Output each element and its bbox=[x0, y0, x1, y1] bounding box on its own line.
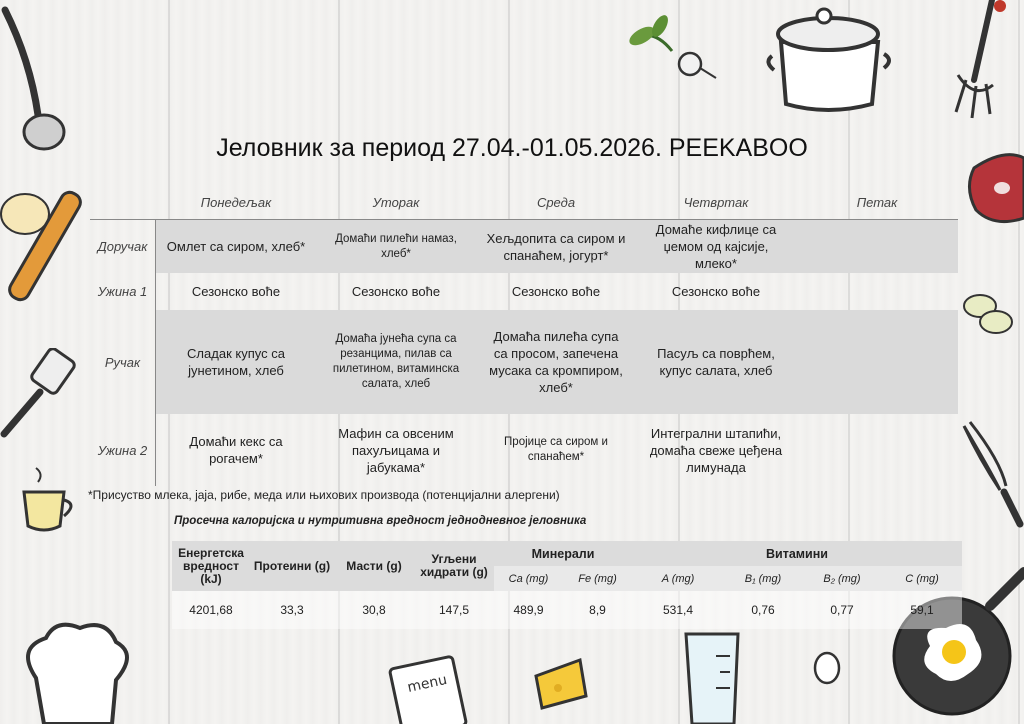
meal-cell bbox=[796, 220, 958, 273]
minerals-subheaders bbox=[494, 566, 632, 591]
header-day: Среда bbox=[536, 195, 576, 210]
meal-cells bbox=[156, 414, 958, 486]
meal-row bbox=[90, 220, 958, 273]
meal-row bbox=[90, 273, 958, 310]
cheese-icon bbox=[530, 652, 590, 712]
value-cell: 531,4 bbox=[662, 603, 694, 617]
header-day: Четвртак bbox=[683, 195, 749, 210]
vitamins-subheaders bbox=[632, 566, 962, 591]
energy-header: Енергетска вредност (kJ) bbox=[178, 545, 244, 586]
nutrition-subtitle: Просечна калоријска и нутритивна вредност једнодневног јеловника bbox=[174, 515, 587, 527]
meal-cell bbox=[796, 414, 958, 486]
tea-cup-icon bbox=[16, 460, 86, 540]
meal-cell: Сезонско воће bbox=[351, 284, 441, 299]
header-day: Уторак bbox=[372, 195, 420, 210]
sub-header: Ca (mg) bbox=[508, 572, 549, 585]
meal-label: Доручак bbox=[90, 220, 156, 273]
menu-card-icon bbox=[384, 648, 474, 724]
value-cell: 30,8 bbox=[362, 603, 386, 617]
meal-cell: Домаћа пилећа супа са просом, запечена мусака са кромпиром, хлеб* bbox=[489, 329, 623, 395]
meal-cell bbox=[796, 310, 958, 414]
value-cell: 33,3 bbox=[280, 603, 304, 617]
meal-label: Ужина 1 bbox=[90, 273, 156, 310]
vitamins-header: Витамини bbox=[766, 546, 828, 561]
value-cell: 147,5 bbox=[438, 603, 470, 617]
allergen-note: *Присуство млека, јаја, рибе, меда или њихових производа (потенцијални алергени) bbox=[88, 488, 560, 502]
meal-cells bbox=[156, 310, 958, 414]
nutrition-table bbox=[172, 541, 962, 629]
meal-cell: Мафин са овсеним пахуљицама и јабукама* bbox=[338, 425, 454, 475]
vitamins-group bbox=[632, 541, 962, 591]
value-cell: 8,9 bbox=[589, 603, 606, 617]
meal-cell: Домаће кифлице са џемом од кајсије, млеко* bbox=[655, 222, 777, 271]
meal-cell: Интегрални штапићи, домаћа свеже цеђена лимунада bbox=[649, 425, 783, 475]
value-cell: 489,9 bbox=[513, 603, 544, 617]
rolling-pin-icon bbox=[0, 176, 90, 316]
egg-icon bbox=[812, 650, 842, 686]
meal-cell: Пасуљ са поврћем, купус салата, хлеб bbox=[657, 346, 775, 378]
meal-cell: Домаћа јунећа супа са резанцима, пилав са пилетином, витаминска салата, хлеб bbox=[332, 333, 460, 390]
meal-cell: Сладак купус са јунетином, хлеб bbox=[187, 346, 285, 378]
meal-cell bbox=[796, 273, 958, 310]
chef-hat-icon bbox=[16, 618, 136, 724]
value-cell: 4201,68 bbox=[189, 603, 233, 617]
header-corner bbox=[90, 186, 156, 219]
meal-cell: Сезонско воће bbox=[191, 284, 281, 299]
sub-header: A (mg) bbox=[661, 572, 695, 585]
header-day: Понедељак bbox=[200, 195, 272, 210]
meal-cell: Хељдопита са сиром и спанаћем, јогурт* bbox=[486, 230, 626, 263]
meal-cell: Сезонско воће bbox=[511, 284, 601, 299]
measuring-jug-icon bbox=[676, 626, 756, 724]
sub-header: C (mg) bbox=[905, 572, 939, 585]
nutrition-values-row bbox=[172, 591, 962, 629]
fork-icon bbox=[948, 0, 1008, 120]
minerals-header: Минерали bbox=[531, 546, 595, 561]
menu-table bbox=[90, 186, 958, 486]
menu-header-row bbox=[90, 186, 958, 220]
protein-header: Протеини (g) bbox=[253, 558, 331, 573]
carbs-header: Угљени хидрати (g) bbox=[420, 552, 488, 579]
nutrition-header-row bbox=[172, 541, 962, 591]
meal-label: Ручак bbox=[90, 310, 156, 414]
meal-cell: Домаћи пилећи намаз, хлеб* bbox=[335, 232, 457, 260]
pot-icon bbox=[766, 4, 896, 119]
header-day: Петак bbox=[856, 195, 898, 210]
page-title: Јеловник за период 27.04.-01.05.2026. PEEKABOO bbox=[216, 134, 808, 162]
meal-label: Ужина 2 bbox=[90, 414, 156, 486]
meal-cell: Сезонско воће bbox=[671, 284, 761, 299]
spatula-icon bbox=[0, 348, 80, 438]
meal-cell: Домаћи кекс са рогачем* bbox=[189, 434, 283, 466]
value-cell: 59,1 bbox=[910, 603, 934, 617]
meal-cells bbox=[156, 273, 958, 310]
cucumber-slices-icon bbox=[958, 288, 1018, 338]
value-cell: 0,77 bbox=[830, 603, 854, 617]
sub-header: B₂ (mg) bbox=[823, 572, 861, 585]
meal-row bbox=[90, 310, 958, 414]
meal-cells bbox=[156, 220, 958, 273]
sub-header: Fe (mg) bbox=[578, 572, 617, 585]
fat-header: Масти (g) bbox=[346, 558, 402, 573]
herbs-icon bbox=[612, 6, 722, 86]
minerals-group bbox=[494, 541, 632, 591]
svg-text:menu: menu bbox=[406, 671, 449, 696]
whisk-icon bbox=[960, 420, 1024, 530]
meal-cell: Омлет са сиром, хлеб* bbox=[166, 239, 306, 254]
sub-header: B₁ (mg) bbox=[744, 572, 782, 585]
value-cell: 0,76 bbox=[751, 603, 775, 617]
meal-row bbox=[90, 414, 958, 486]
meal-cell: Пројице са сиром и спанаћем* bbox=[504, 436, 608, 463]
